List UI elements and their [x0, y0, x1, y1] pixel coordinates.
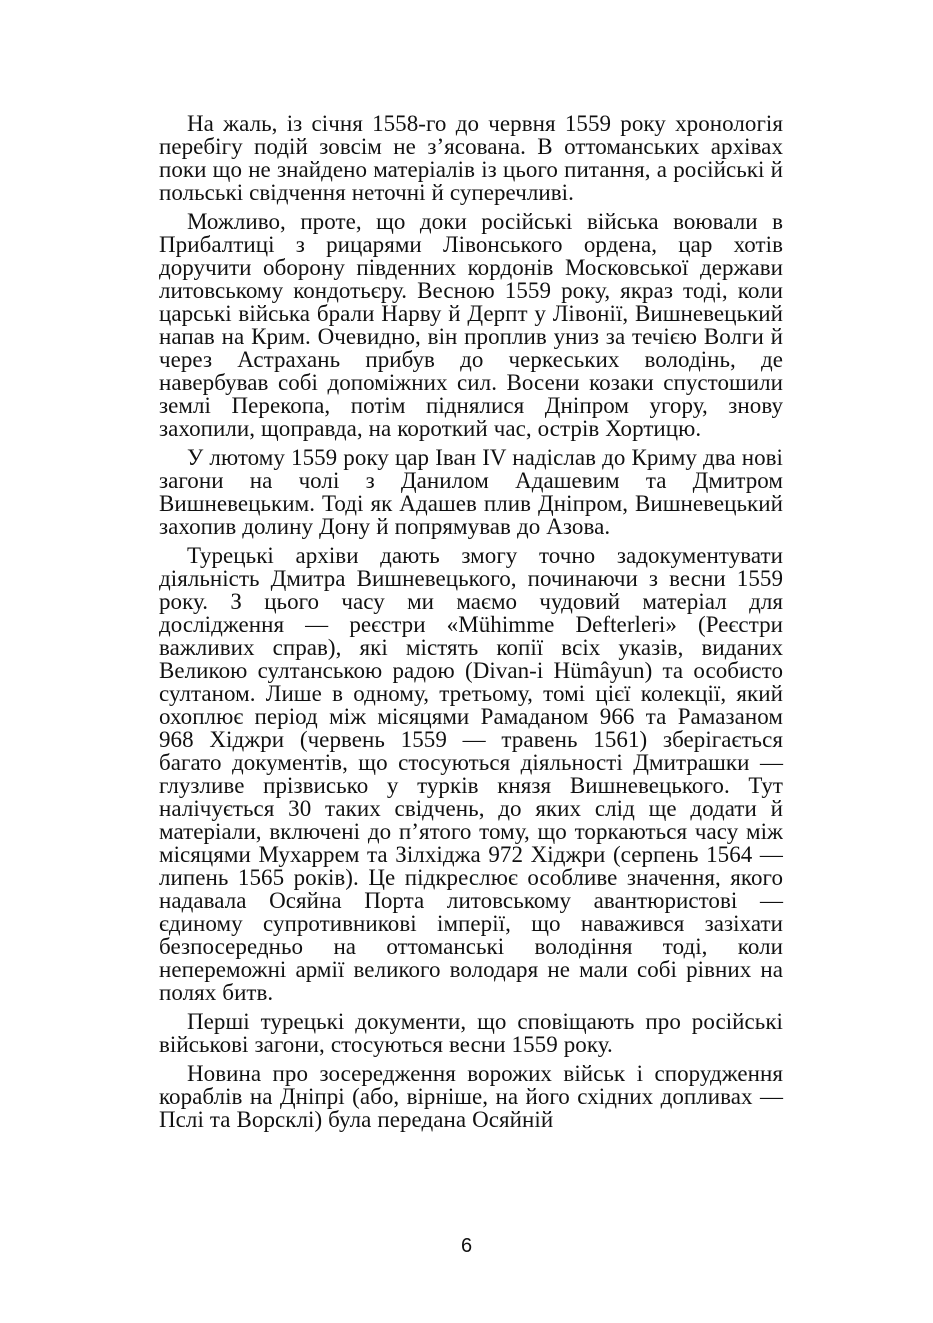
paragraph-6: Новина про зосередження ворожих військ і спорудження кораблів на Дніпрі (або, вірніше, на його східних допливах — Пслі та Ворсклі) була передана Осяйній: [159, 1061, 783, 1132]
paragraph-3: У лютому 1559 року цар Іван IV надіслав до Криму два нові загони на чолі з Данилом Адашевим та Дмитром Вишневецьким. Тоді як Адашев плив Дніпром, Вишневецький захопив долину Дону й попрямував до Азова.: [159, 445, 783, 539]
paragraph-2: Можливо, проте, що доки російські війська воювали в Прибалтиці з рицарями Лівонського ордена, цар хотів доручити оборону південних кордонів Московської держави литовському кондотьєру. Весною 1559 року, якраз тоді, коли царські війська брали Нарву й Дерпт у Лівонії, Вишневецький напав на Крим. Очевидно, він проплив униз за течією Волги й через Астрахань прибув до черкеських володінь, де навербував собі допоміжних сил. Восени козаки спустошили землі Перекопа, потім піднялися Дніпром угору, знову захопили, щоправда, на короткий час, острів Хортицю.: [159, 209, 783, 441]
paragraph-5: Перші турецькі документи, що сповіщають про російські військові загони, стосуються весни 1559 року.: [159, 1009, 783, 1057]
page-body: [159, 112, 783, 1242]
paragraph-4: Турецькі архіви дають змогу точно задокументувати діяльність Дмитра Вишневецького, починаючи з весни 1559 року. З цього часу ми маємо чудовий матеріал для дослідження — реєстри «Mühimme Defterleri» (Реєстри важливих справ), які містять копії всіх указів, виданих Великою султанською радою (Divan-i Hümâyun) та особисто султаном. Лише в одному, третьому, томі цієї колекції, який охоплює період між місяцями Рамаданом 966 та Рамазаном 968 Хіджри (червень 1559 — травень 1561) зберігається багато документів, що стосуються діяльності Дмитрашки — глузливе прізвисько у турків князя Вишневецького. Тут налічується 30 таких свідчень, до яких слід ще додати й матеріали, включені до п’ятого тому, що торкаються часу між місяцями Мухаррем та Зілхіджа 972 Хіджри (серпень 1564 — липень 1565 років). Це підкреслює особливе значення, якого надавала Осяйна Порта литовському авантюристові — єдиному супротивникові імперії, що наважився зазіхати безпосередньо на оттоманські володіння тоді, коли непереможні армії великого володаря не мали собі рівних на полях битв.: [159, 543, 783, 1005]
page-number: 6: [460, 1235, 473, 1257]
paragraph-1: На жаль, із січня 1558-го до червня 1559 року хронологія перебігу подій зовсім не з’ясована. В оттоманських архівах поки що не знайдено матеріалів із цього питання, а російські й польські свідчення неточні й суперечливі.: [159, 111, 783, 205]
